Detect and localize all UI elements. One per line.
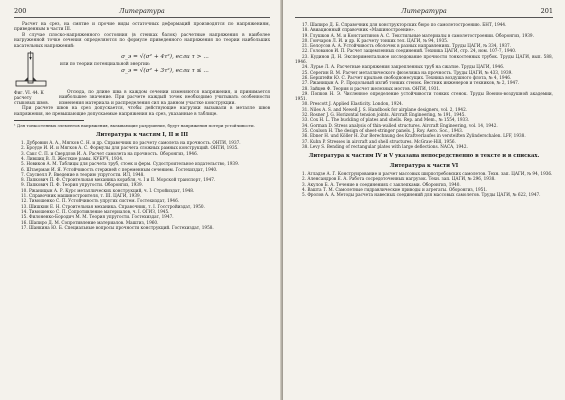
reference-item: 8. Папкович П. Ф. Строительная механика корабля, ч. I и II. Морской транспорт, 1947. — [21, 177, 216, 183]
right-page-number: 201 — [540, 7, 553, 15]
reference-item: 25. Серегин В. М. Расчет металлического фюзеляжа на прочность. Труды ЦАГИ, № 433, 1939. — [302, 69, 513, 75]
references-list-parts-1-3 — [14, 140, 270, 230]
reference-item: 2. Броуде И. И. и Мягков А. С. Формулы для расчета сложных рамных конструкций. ОНТИ, 1935. — [21, 145, 239, 151]
left-page — [0, 0, 282, 400]
figure-caption: Фиг. VI. 44. К расчету стыковых швов. — [14, 90, 49, 106]
reference-item: 36. Ebner H. und Köller H. Zur Berechnung des Kraftverlaufes in versteiften Zylinderschalen. LFF, 1938. — [302, 133, 526, 139]
references-title-part-6: Литература к части VI — [389, 163, 459, 170]
reference-item: 33. Cox H. L. The buckling of plates and shells. Rep. and Mem., № 1554, 1933. — [302, 117, 470, 123]
reference-item: 19. Глушков А. М. и Константинов А. С. Текстильные материалы в самолетостроении. Оборонгиз, 1939. — [302, 32, 534, 38]
footnote-rule — [14, 120, 84, 121]
reference-item: 31. Niles A. S. and Newell J. S. Handbook for airplane designers, vol. 2, 1942. — [302, 106, 468, 112]
reference-item: 14. Тимошенко С. П. Сопротивление материалов, ч. I. ОГИЗ, 1945. — [21, 208, 170, 214]
reference-item: 9. Папкович П. Ф. Теория упругости. Оборонгиз, 1939. — [21, 182, 143, 188]
left-page-number: 200 — [14, 7, 27, 15]
references-note-parts-4-5: Литература к частям IV и V указана непосредственно в тексте и в списках. — [308, 153, 540, 160]
reference-item: 22. Голованов И. П. Расчет защемленных соединений. Техника ЦАГИ, стр. 24, ном. 107-7, 1940. — [302, 48, 517, 54]
weld-joint-figure — [14, 51, 48, 89]
figure-text-row — [14, 90, 270, 106]
reference-item: 35. Coulson H. The design of sheet-stringer panels. J. Roy. Aero. Soc., 1943. — [302, 127, 464, 133]
references-list-continued — [295, 22, 553, 149]
reference-item: 16. Шапиро Д. М. Сопротивление материалов. Машгиз, 1960. — [21, 219, 159, 225]
right-page — [283, 0, 565, 400]
right-running-header — [295, 6, 553, 18]
reference-item: 4. Вашта Т. М. Самолетные гидравлические приводы и агрегаты. Оборонгиз, 1951. — [302, 187, 488, 193]
reference-item: 23. Кудинов Д. Н. Экспериментальное исследование прочности тонкостенных трубок. Труды ЦАГИ, вып. 588, 1946. — [295, 53, 553, 65]
references-list-part-6 — [295, 171, 553, 197]
left-paragraph-3: Отсюда, по длине шва в каждом сечении изменяются напряжения, и принимается наибольшее значение. При расчете каждый точек необходимо учитывать особенности изменения материала и распределения сил на данном участке конструкции. — [59, 90, 270, 106]
reference-item: 29. Попков Н. Э. Численное определение устойчивости тонких стенок. Труды Военно-воздушной академии, 1951. — [295, 90, 553, 102]
reference-item: 1. Дубровин А. А., Мягков С. Н. и др. Справочник по расчету самолета на прочность. ОНТИ, 1937. — [21, 140, 241, 146]
reference-item: 38. Levy S. Bending of rectangular plates with large deflections. NACA, 1942. — [302, 143, 468, 149]
reference-item: 3. Акулов Б. А. Течение в соединениях с заклепками. Оборонгиз, 1940. — [302, 181, 461, 187]
reference-item: 30. Prescott J. Applied Elasticity. London, 1924. — [302, 101, 404, 107]
left-intro-paragraph: Расчет на срез, на смятие и прочие виды остаточных деформаций производятся по напряжениям, приведенным в части III. — [14, 22, 270, 33]
reference-item: 12. Тимошенко С. П. Устойчивость упругих систем. Гостехиздат, 1946. — [21, 198, 180, 204]
reference-item: 17. Шанкина Ю. Б. Специальные вопросы прочности конструкций. Гостехиздат, 1958. — [21, 224, 214, 230]
right-running-title: Литература — [401, 7, 447, 15]
reference-item: 20. Гончаров Л. И. и др. К расчету тонких тел. ЦАГИ, № 94, 1935. — [302, 37, 449, 43]
left-paragraph-2: В случае плоско-напряженного состояния (в стенках балок) расчетные напряжения в наиболее нагруженной точке сечения определяются по формуле приведенного напряжения по теории наибольших касательных напряжений: — [14, 32, 270, 49]
reference-item: 2. Аленсандров Е. А. Работа сосредоточенных нагрузок. Техн. зап. ЦАГИ, № 296, 1938. — [302, 176, 496, 182]
reference-item: 5. Фролов А. А. Методы расчета навесных соединений для массовых самолетов. Труды ЦАГИ, № 622, 1947. — [302, 192, 541, 198]
formula-2: σ_э = √(σ² + 3τ²), если τ ≤ ... — [121, 68, 209, 75]
reference-item: 3. Сакс С. П. и Свердлов И. А. Расчет самолета на прочность. Оборонгиз, 1946. — [21, 150, 199, 156]
footnote: ¹ Для тонкостенных элементов напряжения, вызывающие разрушение, будут напряжения потери устойчивости. — [14, 123, 255, 129]
reference-item: 5. Новиков А. М. Таблицы для расчета труб, стоек и ферм. Судостроительное издательство, 1939. — [21, 161, 240, 167]
reference-item: 10. Ржаницын А. Р. Курс металлических конструкций, ч. I. Стройиздат, 1948. — [21, 187, 195, 193]
reference-item: 37. Kuhn P. Stresses in aircraft and shell structures. McGraw-Hill, 1956. — [302, 138, 456, 144]
reference-item: 15. Филоненко-Бородич М. М. Теория упругости. Гостехиздат, 1947. — [21, 214, 174, 220]
reference-item: 21. Белоусов А. А. Устойчивость оболочек в разных направлениях. Труды ЦАГИ, № 334, 1937. — [302, 43, 512, 49]
reference-item: 17. Шапиро Д. Б. Справочник для конструкторских бюро по самолетостроению. БНТ, 1944. — [302, 22, 507, 27]
left-running-header — [14, 6, 270, 18]
reference-item: 4. Лившиц В. Л. Жесткие рамы. КУБУЧ, 1934. — [21, 155, 124, 161]
reference-item: 26. Берштейн Ю. С. Расчет крыльев свободнонесущих. Техника воздушного флота, № 4, 1946. — [302, 74, 512, 80]
reference-item: 11. Справочник машиностроителя, т. III. ЦАГИ, 1939. — [21, 193, 142, 199]
references-title-parts-1-3: Литература к частям I, II и III — [95, 132, 189, 139]
formula-2-intro: или по теории потенциальной энергии: — [60, 62, 151, 68]
formula-block — [14, 51, 270, 89]
reference-item: 1. Агладзе А. Г. Конструирование и расчет массовых ширпотребовских самолетов. Техн. зап. ЦАГИ, № 94, 1936. — [302, 171, 553, 177]
reference-item: 27. Ржаницын А. Р. Продольный изгиб тонких стенок. Вестник инженеров и техников, № 2, 1947. — [302, 80, 520, 86]
reference-item: 28. Зайцев Ф. Теория и расчет железных мостов. ОНТИ, 1931. — [302, 85, 441, 91]
reference-item: 13. Шишкин Е. Н. Строительная механика. Справочник, т. I. Госстройиздат, 1950. — [21, 203, 205, 209]
left-paragraph-4: При расчете швов на срез допускается, чтобы действующие нагрузки вызывали в металле швов напряжения, не превышающие допускаемые напряжения на срез, указанные в таблице. — [14, 106, 270, 117]
reference-item: 18. Авиационный справочник «Машиностроение». — [302, 27, 415, 33]
formula-1: σ_э = √(σ² + 4τ²), если τ > ... — [121, 54, 209, 61]
reference-item: 32. Rosner J. G. Horizontal tension joints. Aircraft Engineering, № 191, 1945. — [302, 112, 466, 118]
left-running-title: Литература — [119, 7, 165, 15]
reference-item: 24. Лурье Л. А. Расчетные напряжения закрепленных труб на сжатие. Труды ЦАГИ, 1946. — [302, 64, 505, 70]
reference-item: 7. Саусвелл Р. Введение в теорию упругости. ИЛ, 1948. — [21, 171, 145, 177]
reference-item: 34. Gorman D. Stress analysis of thin-walled structures. Aircraft Engineering, vol. 14, 1942. — [302, 122, 498, 128]
reference-item: 6. Штаерман И. Я. Устойчивость стержней с переменным сечением. Гостехиздат, 1940. — [21, 166, 218, 172]
